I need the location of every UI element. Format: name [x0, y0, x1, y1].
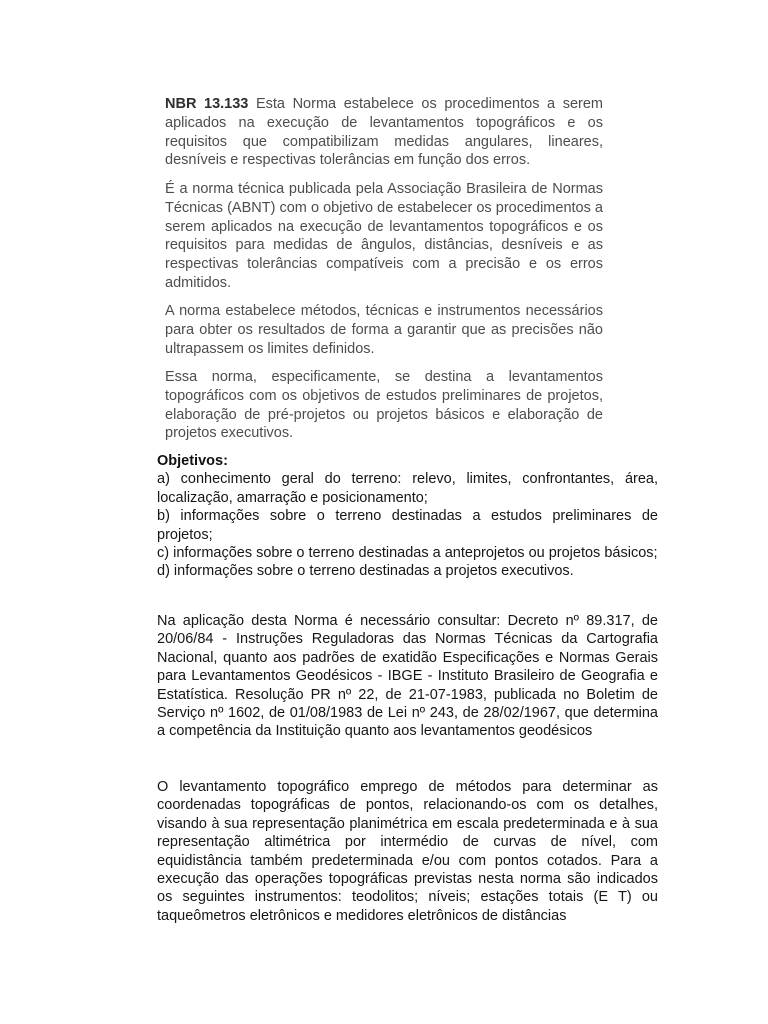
intro-paragraph-methods: A norma estabelece métodos, técnicas e instrumentos necessários para obter os resultados de forma a garantir que as precisões não ultrapassem os limites definidos. — [165, 303, 603, 357]
objective-item-c: c) informações sobre o terreno destinadas a anteprojetos ou projetos básicos; — [157, 545, 658, 562]
objective-item-d: d) informações sobre o terreno destinadas a projetos executivos. — [157, 563, 574, 580]
norm-code: NBR 13.133 — [165, 96, 249, 112]
intro-paragraph-scope: Essa norma, especificamente, se destina a levantamentos topográficos com os objetivos de estudos preliminares de projetos, elaboração de pré-projetos ou projetos básicos e elaboração de projetos executivos. — [165, 369, 603, 442]
intro-paragraph-nbr-text: Esta Norma estabelece os procedimentos a serem aplicados na execução de levantamentos topográficos e os requisitos que compatibilizam medidas angulares, lineares, desníveis e respectivas tolerâncias em função dos erros. — [165, 96, 603, 169]
intro-paragraph-nbr — [165, 95, 603, 170]
objective-item-b: b) informações sobre o terreno destinadas a estudos preliminares de projetos; — [157, 508, 658, 543]
intro-paragraph-abnt: É a norma técnica publicada pela Associação Brasileira de Normas Técnicas (ABNT) com o objetivo de estabelecer os procedimentos a serem aplicados na execução de levantamentos topográficos e os requisitos para medidas de ângulos, distâncias, desníveis e as respectivas tolerâncias compatíveis com a precisão e os erros admitidos. — [165, 181, 603, 291]
objective-item-a: a) conhecimento geral do terreno: relevo, limites, confrontantes, área, localização, amarração e posicionamento; — [157, 471, 658, 506]
survey-paragraph: O levantamento topográfico emprego de métodos para determinar as coordenadas topográficas de pontos, relacionando-os com os detalhes, visando à sua representação planimétrica em escala predeterminada e à sua representação altimétrica por intermédio de curvas de nível, com equidistância também predeterminada e/ou com pontos cotados. Para a execução das operações topográficas previstas nesta norma são indicados os seguintes instrumentos: teodolitos; níveis; estações totais (E T) ou taqueômetros eletrônicos e medidores eletrônicos de distâncias — [157, 779, 658, 924]
objectives-heading: Objetivos: — [157, 453, 228, 469]
objectives-section — [157, 452, 658, 581]
application-paragraph: Na aplicação desta Norma é necessário consultar: Decreto nº 89.317, de 20/06/84 - Instruções Reguladoras das Normas Técnicas da Cartografia Nacional, quanto aos padrões de exatidão Especificações e Normas Gerais para Levantamentos Geodésicos - IBGE - Instituto Brasileiro de Geografia e Estatística. Resolução PR nº 22, de 21-07-1983, publicada no Boletim de Serviço nº 1602, de 01/08/1983 de Lei nº 243, de 28/02/1967, que determina a competência da Instituição quanto aos levantamentos geodésicos — [157, 613, 658, 740]
